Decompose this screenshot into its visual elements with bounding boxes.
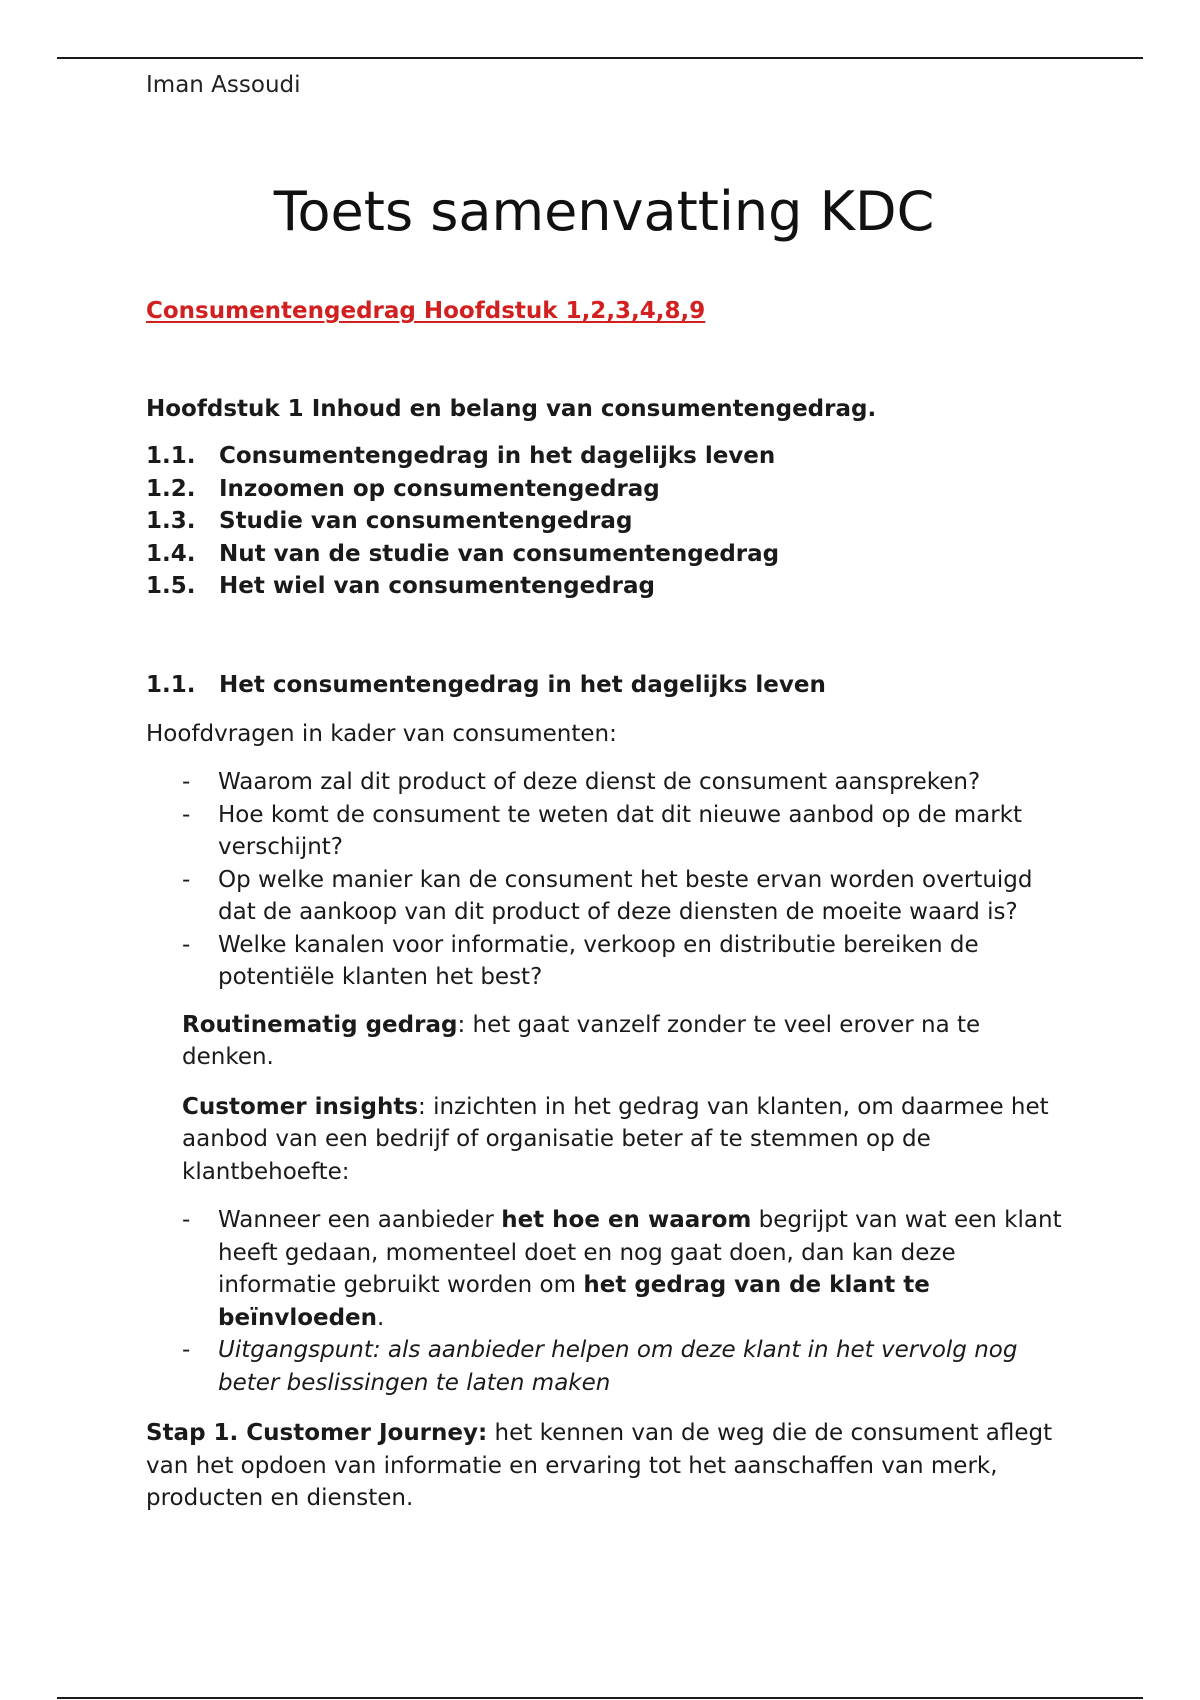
author-name: Iman Assoudi xyxy=(146,72,301,98)
chapter-heading: Hoofdstuk 1 Inhoud en belang van consumentengedrag. xyxy=(146,396,877,422)
list-item: - Wanneer een aanbieder het hoe en waarom begrijpt van wat een klant heeft gedaan, momenteel doet en nog gaat doen, dan kan deze informatie gebruikt worden om het gedrag van de klant te beïnvloeden. xyxy=(182,1207,1062,1331)
toc-item: 1.2. Inzoomen op consumentengedrag xyxy=(146,475,660,502)
footer-rule xyxy=(57,1697,1143,1699)
intro-paragraph: Hoofdvragen in kader van consumenten: xyxy=(146,720,617,747)
toc-item: 1.3. Studie van consumentengedrag xyxy=(146,508,633,534)
section-link[interactable]: Consumentengedrag Hoofdstuk 1,2,3,4,8,9 xyxy=(146,298,706,324)
header-rule xyxy=(57,57,1143,59)
document-page xyxy=(146,68,1066,1515)
list-item: - Waarom zal dit product of deze dienst de consument aanspreken? xyxy=(182,769,981,795)
table-of-contents xyxy=(146,440,1066,603)
list-item: - Op welke manier kan de consument het beste ervan worden overtuigd dat de aankoop van dit product of deze diensten de moeite waard is? xyxy=(182,866,1033,925)
definition-insights: Customer insights: inzichten in het gedrag van klanten, om daarmee het aanbod van een bedrijf of organisatie beter af te stemmen op de klantbehoefte: xyxy=(182,1093,1049,1185)
question-list xyxy=(182,766,1066,994)
list-item: - Welke kanalen voor informatie, verkoop en distributie bereiken de potentiële klanten het best? xyxy=(182,931,979,990)
step-paragraph: Stap 1. Customer Journey: het kennen van de weg die de consument aflegt van het opdoen van informatie en ervaring tot het aanschaffen van merk, producten en diensten. xyxy=(146,1420,1053,1511)
subsection-heading xyxy=(146,670,1066,700)
toc-item: 1.1. Consumentengedrag in het dagelijks leven xyxy=(146,443,776,469)
definitions-block xyxy=(182,1009,1066,1189)
list-item: - Uitgangspunt: als aanbieder helpen om deze klant in het vervolg nog beter beslissingen te laten maken xyxy=(182,1337,1018,1396)
list-item: - Hoe komt de consument te weten dat dit nieuwe aanbod op de markt verschijnt? xyxy=(182,801,1023,860)
toc-item: 1.5. Het wiel van consumentengedrag xyxy=(146,573,656,599)
subsection-title: Het consumentengedrag in het dagelijks leven xyxy=(219,671,826,698)
toc-item: 1.4. Nut van de studie van consumentengedrag xyxy=(146,540,780,567)
document-title: Toets samenvatting KDC xyxy=(273,180,935,243)
definition-routine: Routinematig gedrag: het gaat vanzelf zonder te veel erover na te denken. xyxy=(182,1011,981,1070)
section-link-row xyxy=(146,244,1066,326)
insights-list xyxy=(182,1204,1066,1399)
subsection-number: 1.1. xyxy=(146,671,196,698)
